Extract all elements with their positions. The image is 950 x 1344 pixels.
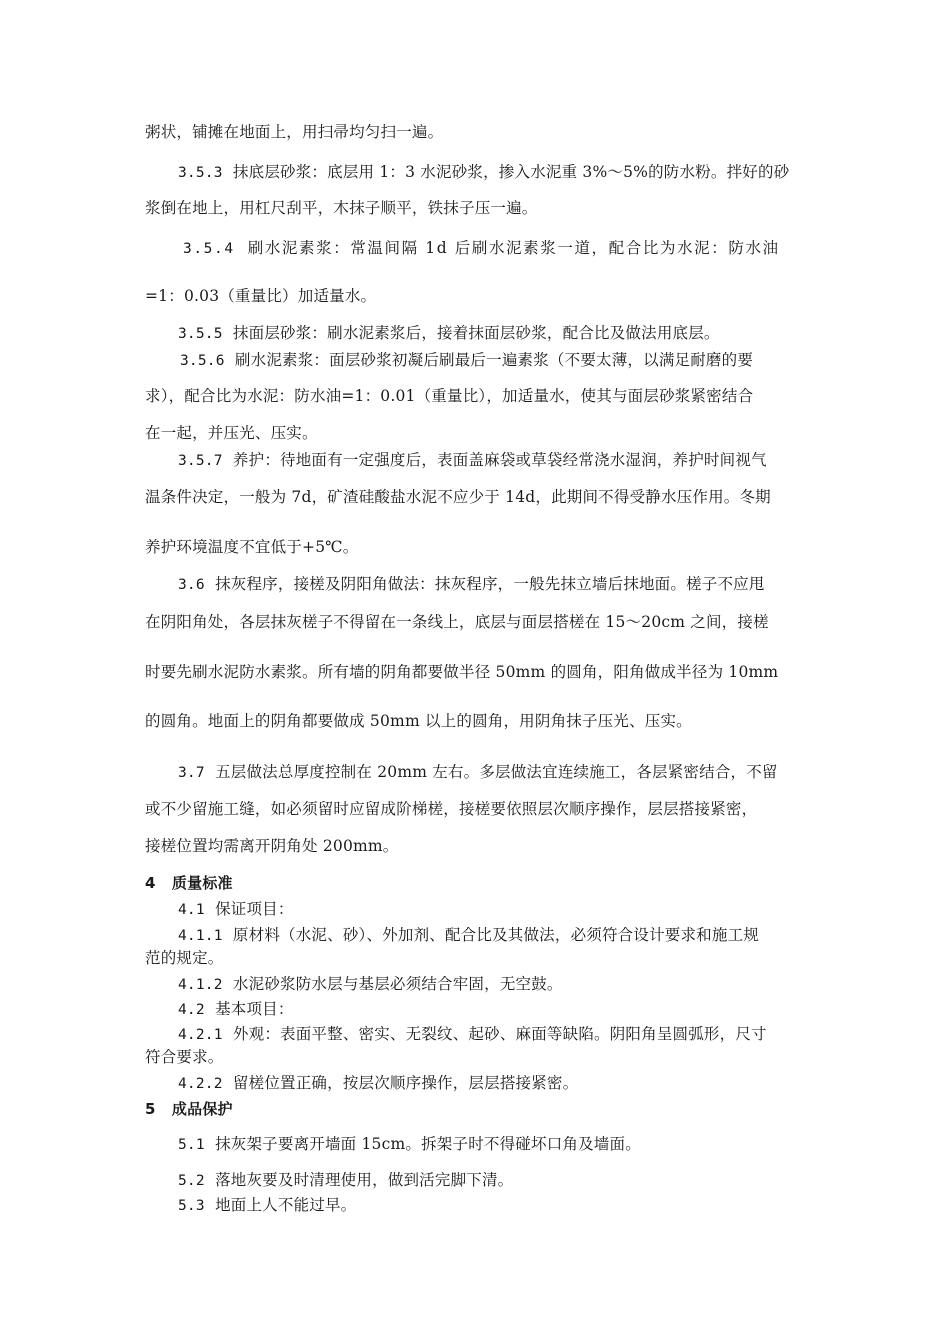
section-3-5-3: 3.5.3 抹底层砂浆：底层用 1：3 水泥砂浆，掺入水泥重 3%～5%的防水粉。拌好的砂 bbox=[178, 163, 790, 181]
section-number: 3.7 bbox=[178, 765, 205, 781]
paragraph-line: 时要先刷水泥防水素浆。所有墙的阴角都要做半径 50mm 的圆角，阳角做成半径为 10mm bbox=[145, 663, 779, 681]
paragraph-line: 或不少留施工缝，如必须留时应留成阶梯槎，接槎要依照层次顺序操作，层层搭接紧密， bbox=[145, 800, 758, 818]
section-3-5-7: 3.5.7 养护：待地面有一定强度后，表面盖麻袋或草袋经常浇水湿润，养护时间视气 bbox=[178, 451, 767, 469]
paragraph-line: 符合要求。 bbox=[145, 1048, 224, 1066]
paragraph-line: 范的规定。 bbox=[145, 949, 224, 967]
section-4-2-2: 4.2.2 留槎位置正确，按层次顺序操作，层层搭接紧密。 bbox=[178, 1074, 579, 1092]
section-4-2-1: 4.2.1 外观：表面平整、密实、无裂纹、起砂、麻面等缺陷。阴阳角呈圆弧形，尺寸 bbox=[178, 1025, 767, 1043]
section-4-1-2: 4.1.2 水泥砂浆防水层与基层必须结合牢固，无空鼓。 bbox=[178, 975, 563, 993]
section-number: 4.1 bbox=[178, 902, 205, 918]
chapter-heading-4: 4 质量标准 bbox=[145, 874, 233, 892]
section-number: 3.5.3 bbox=[178, 165, 223, 181]
section-number: 4.1.1 bbox=[178, 928, 223, 944]
paragraph-line: 接槎位置均需离开阴角处 200mm。 bbox=[145, 837, 399, 855]
paragraph-line: 求），配合比为水泥：防水油=1：0.01（重量比），加适量水，使其与面层砂浆紧密结合 bbox=[145, 387, 754, 405]
paragraph-line: 温条件决定，一般为 7d，矿渣硅酸盐水泥不应少于 14d，此期间不得受静水压作用。冬期 bbox=[145, 488, 771, 506]
paragraph-line: =1：0.03（重量比）加适量水。 bbox=[145, 287, 377, 305]
paragraph-line: 的圆角。地面上的阴角都要做成 50mm 以上的圆角，用阴角抹子压光、压实。 bbox=[145, 712, 692, 730]
section-number: 3.6 bbox=[178, 577, 205, 593]
section-4-2: 4.2 基本项目： bbox=[178, 1000, 294, 1018]
section-4-1-1: 4.1.1 原材料（水泥、砂）、外加剂、配合比及其做法，必须符合设计要求和施工规 bbox=[178, 926, 759, 944]
section-5-3: 5.3 地面上人不能过早。 bbox=[178, 1196, 357, 1214]
section-number: 4.2.1 bbox=[178, 1027, 223, 1043]
section-5-1: 5.1 抹灰架子要离开墙面 15cm。拆架子时不得碰坏口角及墙面。 bbox=[178, 1135, 641, 1153]
section-number: 5.2 bbox=[178, 1173, 205, 1189]
section-number: 4.2.2 bbox=[178, 1076, 223, 1092]
section-4-1: 4.1 保证项目： bbox=[178, 900, 294, 918]
section-3-5-4: 3.5.4 刷水泥素浆：常温间隔 1d 后刷水泥素浆一道，配合比为水泥：防水油 bbox=[183, 239, 780, 257]
paragraph-line: 粥状，铺摊在地面上，用扫帚均匀扫一遍。 bbox=[145, 123, 444, 141]
section-number: 3.5.4 bbox=[183, 241, 235, 257]
paragraph-line: 浆倒在地上，用杠尺刮平，木抹子顺平，铁抹子压一遍。 bbox=[145, 199, 538, 217]
section-number: 3.5.7 bbox=[178, 453, 223, 469]
section-3-6: 3.6 抹灰程序，接槎及阴阳角做法：抹灰程序，一般先抹立墙后抹地面。槎子不应甩 bbox=[178, 575, 765, 593]
section-number: 3.5.5 bbox=[178, 326, 223, 342]
paragraph-line: 在阴阳角处，各层抹灰槎子不得留在一条线上，底层与面层搭槎在 15～20cm 之间，接槎 bbox=[145, 613, 769, 631]
section-3-5-5: 3.5.5 抹面层砂浆：刷水泥素浆后，接着抹面层砂浆，配合比及做法用底层。 bbox=[178, 324, 720, 342]
section-5-2: 5.2 落地灰要及时清理使用，做到活完脚下清。 bbox=[178, 1171, 514, 1189]
chapter-heading-5: 5 成品保护 bbox=[145, 1100, 233, 1118]
section-number: 4.1.2 bbox=[178, 977, 223, 993]
section-number: 3.5.6 bbox=[180, 353, 225, 369]
section-3-7: 3.7 五层做法总厚度控制在 20mm 左右。多层做法宜连续施工，各层紧密结合，不留 bbox=[178, 763, 778, 781]
section-number: 5.3 bbox=[178, 1198, 205, 1214]
paragraph-line: 在一起，并压光、压实。 bbox=[145, 424, 318, 442]
section-number: 5.1 bbox=[178, 1137, 205, 1153]
section-3-5-6: 3.5.6 刷水泥素浆：面层砂浆初凝后刷最后一遍素浆（不要太薄，以满足耐磨的要 bbox=[180, 351, 754, 369]
section-number: 4.2 bbox=[178, 1002, 205, 1018]
paragraph-line: 养护环境温度不宜低于+5℃。 bbox=[145, 538, 359, 556]
